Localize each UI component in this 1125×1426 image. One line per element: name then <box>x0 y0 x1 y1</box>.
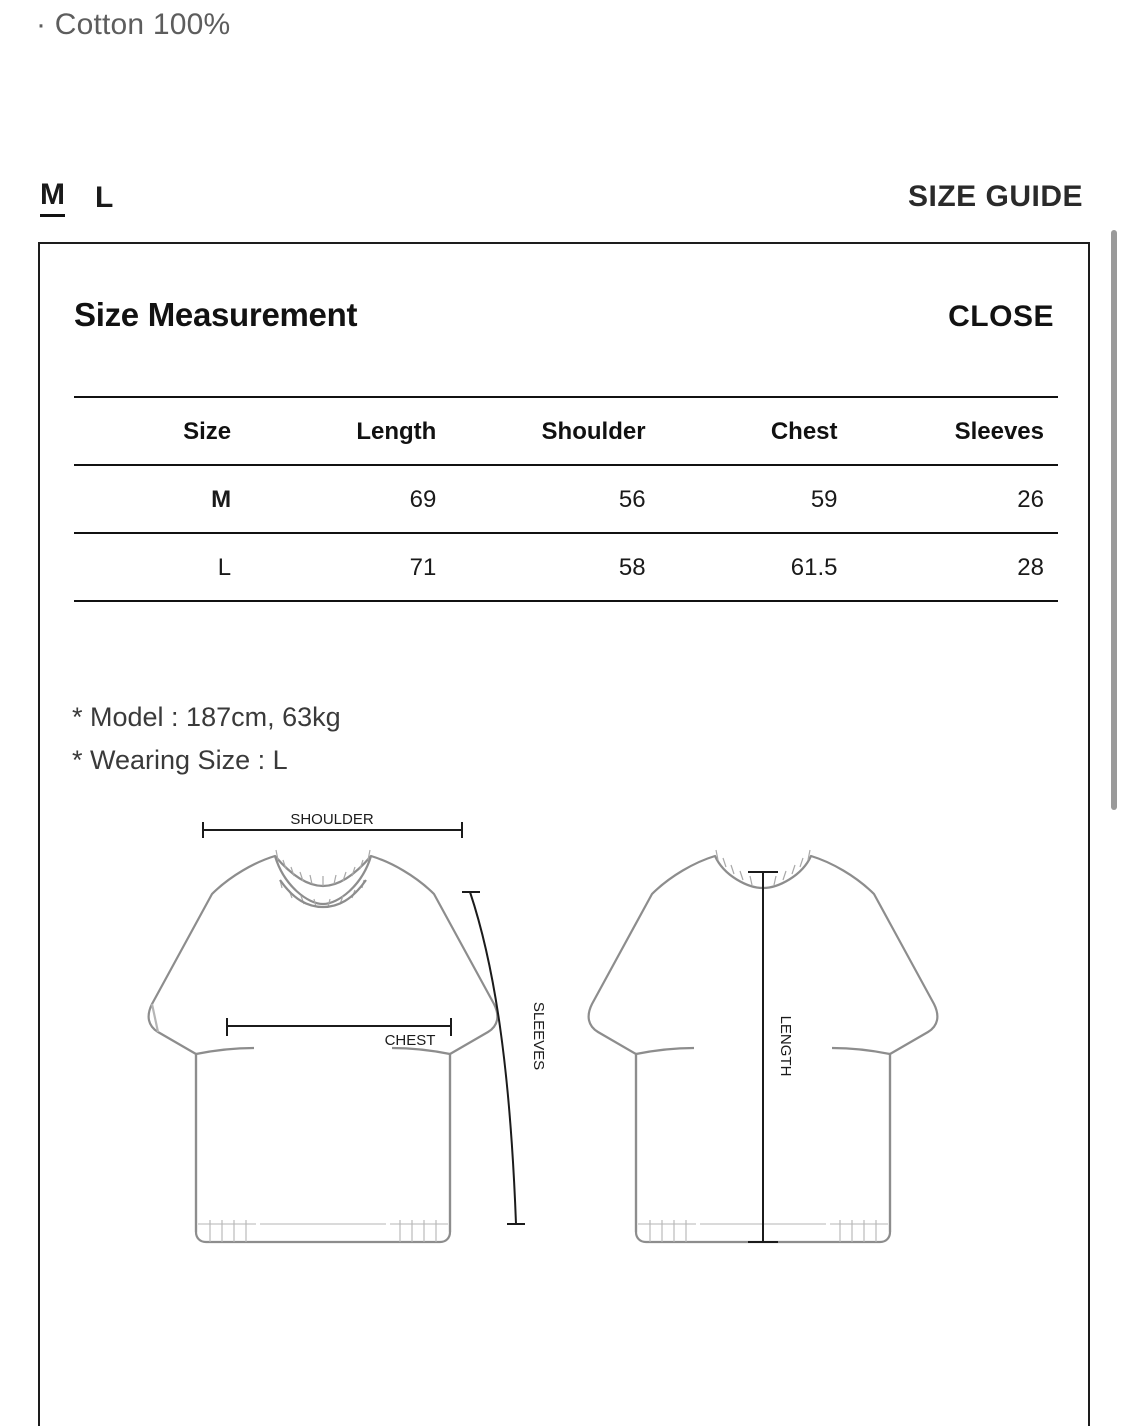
label-chest: CHEST <box>384 1032 436 1049</box>
column-header-size: Size <box>183 418 232 445</box>
cell-shoulder: 56 <box>618 486 646 513</box>
size-tab-m[interactable]: M <box>40 180 65 217</box>
cell-size: M <box>211 486 232 513</box>
column-header-chest: Chest <box>770 418 838 445</box>
column-header-length: Length <box>356 418 437 445</box>
column-header-sleeves: Sleeves <box>954 418 1044 445</box>
cell-chest: 59 <box>810 486 838 513</box>
material-text: · Cotton 100% <box>36 8 231 41</box>
note-model: * Model : 187cm, 63kg <box>72 702 341 732</box>
table-row <box>74 465 1058 533</box>
close-button[interactable]: CLOSE <box>948 300 1054 333</box>
cell-shoulder: 58 <box>618 554 646 581</box>
label-length: LENGTH <box>777 1015 794 1077</box>
size-tab-group <box>40 180 113 217</box>
label-sleeves: SLEEVES <box>530 1001 547 1071</box>
cell-chest: 61.5 <box>790 554 838 581</box>
page-scrollbar[interactable] <box>1111 230 1117 810</box>
cell-length: 71 <box>409 554 437 581</box>
table-header-row <box>74 397 1058 465</box>
size-tab-l[interactable]: L <box>95 181 114 214</box>
cell-size: L <box>217 554 232 581</box>
panel-header <box>74 296 1054 334</box>
page-title: Size Measurement <box>74 296 358 333</box>
cell-sleeves: 28 <box>1017 554 1044 581</box>
cell-sleeves: 26 <box>1017 486 1044 513</box>
note-wearing-size: * Wearing Size : L <box>72 745 288 776</box>
label-shoulder: SHOULDER <box>290 814 374 828</box>
table-row <box>74 533 1058 601</box>
cell-length: 69 <box>409 486 437 513</box>
size-measurement-table <box>74 396 1058 602</box>
garment-diagram <box>70 814 1060 1294</box>
model-notes <box>72 696 341 782</box>
size-measurement-panel <box>38 242 1090 1426</box>
column-header-shoulder: Shoulder <box>541 418 646 445</box>
size-guide-label: SIZE GUIDE <box>907 180 1083 213</box>
